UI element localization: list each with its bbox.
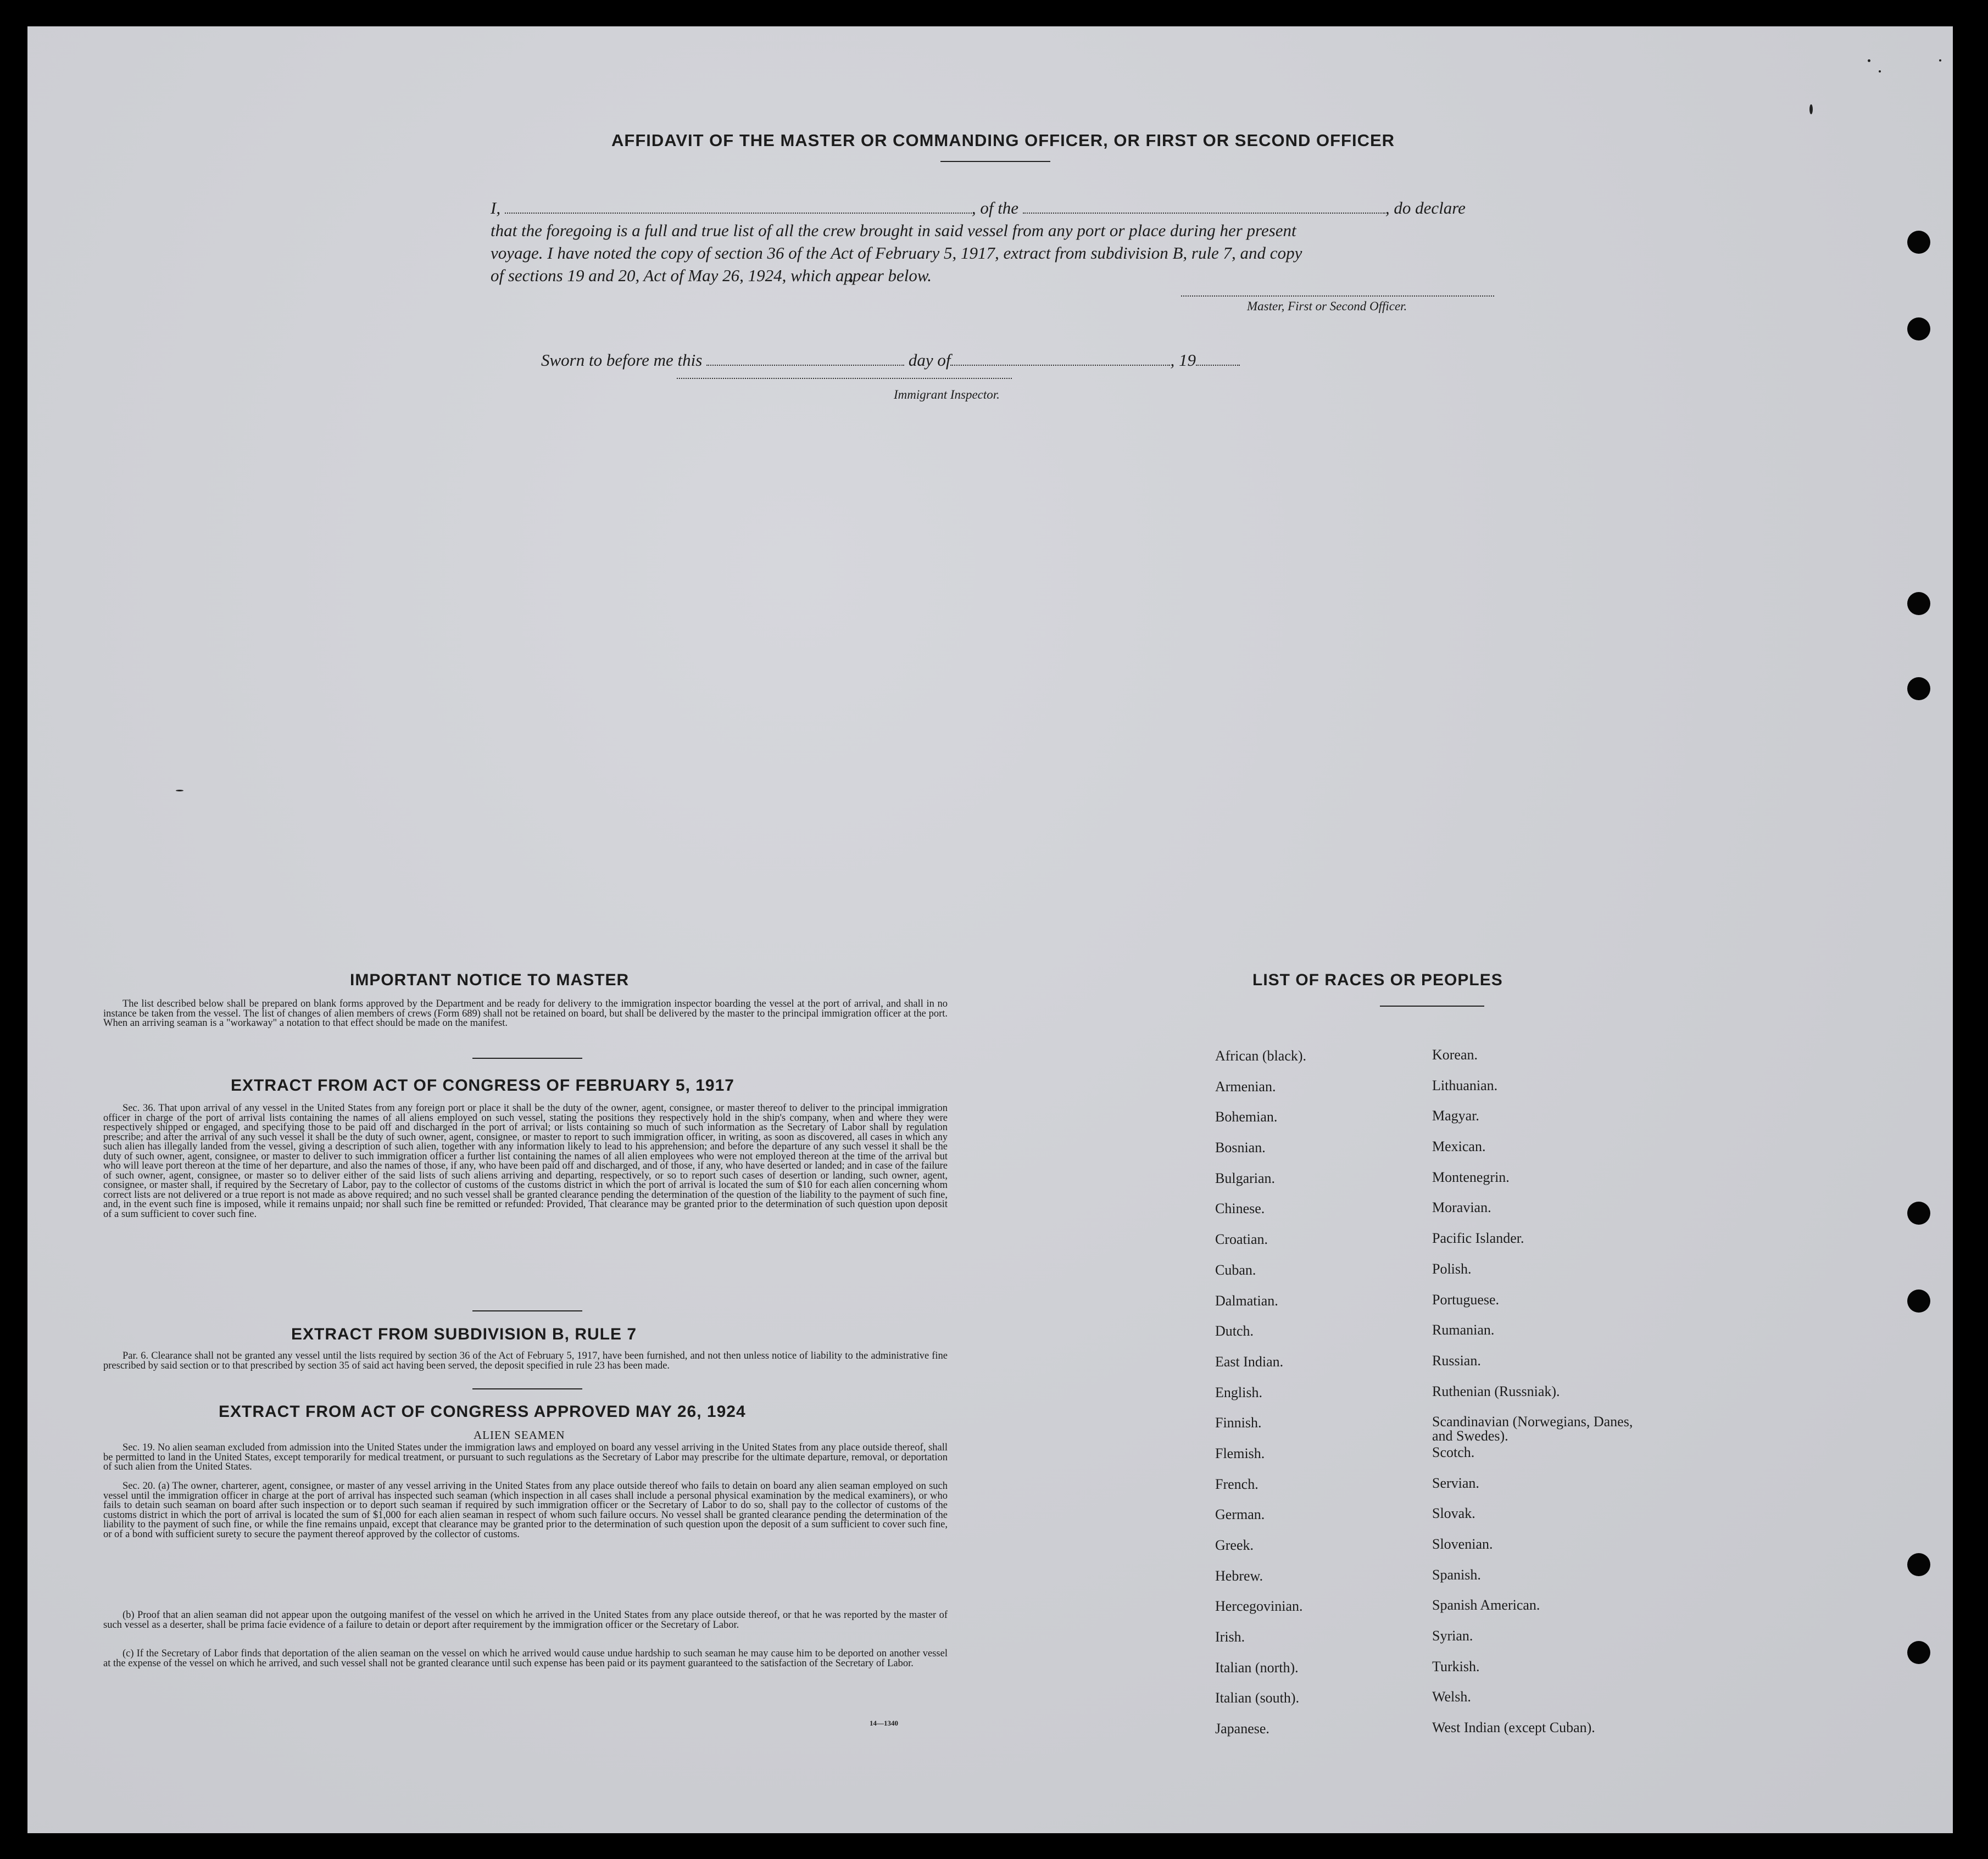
race-row — [1215, 1079, 1644, 1109]
speck — [1879, 70, 1881, 72]
race-name-right: Korean. — [1432, 1047, 1478, 1063]
sworn-day-field[interactable] — [706, 353, 904, 366]
sworn-line — [541, 350, 1240, 370]
race-name-right: Welsh. — [1432, 1689, 1471, 1705]
punch-hole — [1907, 1202, 1930, 1225]
sworn-label: Sworn to before me this — [541, 350, 703, 370]
race-name-right: Lithuanian. — [1432, 1077, 1498, 1093]
day-of-label: day of — [908, 350, 951, 370]
race-name-left: Bosnian. — [1215, 1140, 1266, 1156]
race-row — [1215, 1568, 1644, 1599]
sworn-month-field[interactable] — [950, 353, 1170, 366]
extract-rule7-title: EXTRACT FROM SUBDIVISION B, RULE 7 — [291, 1325, 637, 1343]
affidavit-do-declare: , do declare — [1385, 198, 1466, 217]
inspector-signature-line[interactable] — [677, 378, 1012, 379]
punch-hole — [1907, 677, 1930, 700]
form-number: 14—1340 — [870, 1719, 898, 1727]
section-rule — [472, 1310, 582, 1311]
race-name-right: Russian. — [1432, 1352, 1481, 1369]
extract-1917-text: Sec. 36. That upon arrival of any vessel in the United States from any foreign port or place it shall be the duty of the owner, agent, consignee, or master thereof to deliver to the principal immigration officer in charge of the port of arrival lists containing the names of all aliens employed on such vessel, stating the positions they respectively hold in the ship's company, when and where they were respectively shipped or engaged, and specifying those to be paid off and discharged in the port of arrival; or lists containing so much of such information as the Secretary of Labor shall by regulation prescribe; and after the arrival of any such vessel it shall be the duty of such owner, agent, consignee, or master to report to such immigration officer, in writing, as soon as discovered, all cases in which any such alien has illegally landed from the vessel, giving a description of such alien, together with any information likely to lead to his apprehension; and before the departure of any such vessel it shall be the duty of such owner, agent, consignee, or master to deliver to such immigration officer a further list containing the names of all alien employees who were not employed thereon at the time of the arrival but who will leave port thereon at the time of her departure, and also the names of those, if any, who have been paid off and discharged, and of those, if any, who have deserted or landed; and in case of the failure of such owner, agent, consignee, or master so to deliver either of the said lists of such aliens arriving and departing, respectively, or so to report such cases of desertion or landing, such owner, agent, consignee, or master shall, if required by the Secretary of Labor, pay to the collector of customs of the customs district in which the port of arrival is located the sum of $10 for each alien concerning whom correct lists are not delivered or a true report is not made as above required; and no such vessel shall be granted clearance pending the determination of the question of the liability to the payment of such fine, and, in the event such fine is imposed, while it remains unpaid; nor shall such fine be remitted or refunded: Provided, That clearance may be granted prior to the determination of such question upon deposit of a sum sufficient to cover such fine. — [103, 1103, 948, 1220]
race-name-right: Syrian. — [1432, 1628, 1473, 1644]
race-row — [1215, 1109, 1644, 1140]
race-name-right: Polish. — [1432, 1260, 1472, 1277]
section-rule — [472, 1388, 582, 1389]
race-row — [1215, 1354, 1644, 1385]
race-row — [1215, 1476, 1644, 1507]
race-name-left: Cuban. — [1215, 1261, 1256, 1278]
race-name-right: Slovenian. — [1432, 1536, 1493, 1552]
race-row — [1215, 1721, 1644, 1751]
race-name-left: Bulgarian. — [1215, 1170, 1276, 1186]
races-title-rule — [1380, 1006, 1484, 1007]
punch-hole — [1907, 231, 1930, 254]
race-name-right: Scotch. — [1432, 1444, 1475, 1460]
punch-hole — [1907, 1641, 1930, 1664]
race-name-left: African (black). — [1215, 1048, 1307, 1064]
affidavit-line-1 — [491, 197, 1560, 219]
races-title: LIST OF RACES OR PEOPLES — [1252, 971, 1503, 989]
race-name-left: Japanese. — [1215, 1721, 1269, 1737]
sec20b-text: (b) Proof that an alien seaman did not appear upon the outgoing manifest of the vessel on which he arrived in the United States from any place outside thereof, or that he was reported by the master of such vessel as a deserter, shall be prima facie evidence of a failure to detain or deport after requirement by the immigration officer or the Secretary of Labor. — [103, 1610, 948, 1631]
race-name-left: Flemish. — [1215, 1445, 1265, 1461]
speck — [1868, 59, 1870, 62]
race-row — [1215, 1140, 1644, 1170]
race-row — [1215, 1201, 1644, 1231]
title-rule — [940, 161, 1050, 162]
race-name-left: Chinese. — [1215, 1201, 1265, 1217]
sec20a-text: Sec. 20. (a) The owner, charterer, agent, consignee, or master of any vessel arriving in the United States from any place outside thereof who fails to detain on board any alien seaman employed on such vessel until the immigration officer in charge at the port of arrival has inspected such seaman (which inspection in all cases shall include a personal physical examination by the medical examiners), or who fails to detain such seaman on board after such inspection or to deport such seaman if required by such immigration officer or the Secretary of Labor to do so, shall pay to the collector of customs of the customs district in which the port of arrival is located the sum of $1,000 for each alien seaman in respect of whom such failure occurs. No vessel shall be granted clearance pending the determination of the liability to the payment of such fine, or while the fine remains unpaid, except that clearance may be granted prior to the determination of such question upon the deposit of a sum sufficient to cover such fine, or of a bond with sufficient surety to secure the payment thereof approved by the collector of customs. — [103, 1481, 948, 1540]
race-name-right: Spanish. — [1432, 1566, 1481, 1583]
punch-hole — [1907, 1289, 1930, 1313]
race-row — [1215, 1293, 1644, 1324]
speck — [176, 790, 183, 791]
affidavit-line-2: that the foregoing is a full and true list of all the crew brought in said vessel from any port or place during her present — [491, 221, 1296, 240]
race-row — [1215, 1629, 1644, 1660]
alien-seamen-subtitle: ALIEN SEAMEN — [474, 1428, 565, 1442]
affidavit-line-4: of sections 19 and 20, Act of May 26, 1924, which appear below. — [491, 266, 932, 285]
notice-text: The list described below shall be prepared on blank forms approved by the Department and be ready for delivery to the immigration inspector boarding the vessel at the port of arrival, and shall in no instance be taken from the vessel. The list of changes of alien members of crews (Form 689) shall not be retained on board, but shall be delivered by the master to the principal immigration officer at the port. When an arriving seaman is a "workaway" a notation to that effect should be made on the manifest. — [103, 998, 948, 1029]
race-name-left: French. — [1215, 1476, 1258, 1492]
master-signature-line[interactable] — [1181, 295, 1494, 297]
section-rule — [472, 1058, 582, 1059]
punch-hole — [1907, 317, 1930, 340]
master-signature-caption: Master, First or Second Officer. — [1247, 299, 1407, 313]
extract-1924-title: EXTRACT FROM ACT OF CONGRESS APPROVED MAY 26, 1924 — [219, 1403, 746, 1421]
notice-title: IMPORTANT NOTICE TO MASTER — [350, 971, 630, 989]
race-name-left: Italian (south). — [1215, 1690, 1300, 1706]
race-name-right: Turkish. — [1432, 1658, 1480, 1674]
race-name-right: Mexican. — [1432, 1138, 1486, 1155]
race-name-right: Scandinavian (Norwegians, Danes, and Swedes). — [1432, 1414, 1633, 1444]
affidavit-line-3: voyage. I have noted the copy of section 36 of the Act of February 5, 1917, extract from subdivision B, rule 7, and copy — [491, 243, 1302, 263]
affidavit-i-label: I, — [491, 198, 501, 217]
affidavit-title: AFFIDAVIT OF THE MASTER OR COMMANDING OFFICER, OR FIRST OR SECOND OFFICER — [611, 131, 1395, 150]
race-name-right: Rumanian. — [1432, 1322, 1495, 1338]
inspector-caption: Immigrant Inspector. — [894, 388, 1000, 401]
race-name-left: Dutch. — [1215, 1323, 1254, 1339]
race-name-left: Irish. — [1215, 1629, 1245, 1645]
race-row — [1215, 1445, 1644, 1476]
race-row — [1215, 1231, 1644, 1262]
race-name-left: East Indian. — [1215, 1353, 1284, 1370]
race-name-right: Servian. — [1432, 1475, 1479, 1491]
race-name-left: Bohemian. — [1215, 1109, 1278, 1125]
document-page — [27, 26, 1953, 1833]
race-name-right: Montenegrin. — [1432, 1169, 1510, 1185]
race-name-left: Italian (north). — [1215, 1659, 1299, 1676]
punch-hole — [1907, 592, 1930, 615]
race-name-right: Spanish American. — [1432, 1597, 1540, 1614]
year-label: , 19 — [1170, 350, 1196, 370]
race-row — [1215, 1598, 1644, 1629]
officer-name-field[interactable] — [505, 200, 972, 214]
races-list — [1215, 1048, 1644, 1751]
extract-1917-title: EXTRACT FROM ACT OF CONGRESS OF FEBRUARY 5, 1917 — [231, 1076, 734, 1095]
race-row — [1215, 1170, 1644, 1201]
race-name-right: Portuguese. — [1432, 1291, 1500, 1308]
extract-rule7-text: Par. 6. Clearance shall not be granted any vessel until the lists required by section 36 of the Act of February 5, 1917, have been furnished, and not then unless notice of liability to the administrative fine prescribed by said section or to that prescribed by section 35 of said act having been served, the deposit specified in rule 23 has been made. — [103, 1350, 948, 1371]
race-name-left: Hercegovinian. — [1215, 1598, 1303, 1615]
race-name-left: Armenian. — [1215, 1078, 1276, 1095]
speck — [1939, 59, 1941, 62]
race-row — [1215, 1415, 1644, 1445]
race-name-right: Magyar. — [1432, 1108, 1479, 1124]
race-name-right: West Indian (except Cuban). — [1432, 1720, 1595, 1736]
race-name-left: Finnish. — [1215, 1415, 1262, 1431]
affidavit-text — [491, 197, 1560, 287]
vessel-name-field[interactable] — [1023, 200, 1385, 214]
race-name-right: Moravian. — [1432, 1199, 1491, 1216]
affidavit-of-the-label: , of the — [971, 198, 1019, 217]
race-name-right: Slovak. — [1432, 1505, 1475, 1522]
race-name-left: Croatian. — [1215, 1231, 1268, 1248]
race-row — [1215, 1506, 1644, 1537]
race-name-left: Dalmatian. — [1215, 1292, 1278, 1309]
race-name-left: Hebrew. — [1215, 1567, 1263, 1584]
race-row — [1215, 1660, 1644, 1690]
race-row — [1215, 1537, 1644, 1568]
race-row — [1215, 1323, 1644, 1354]
race-row — [1215, 1048, 1644, 1079]
race-name-right: Pacific Islander. — [1432, 1230, 1524, 1247]
race-row — [1215, 1385, 1644, 1415]
punch-hole — [1907, 1553, 1930, 1576]
race-row — [1215, 1690, 1644, 1721]
sec20c-text: (c) If the Secretary of Labor finds that deportation of the alien seaman on the vessel on which he arrived would cause undue hardship to such seaman he may cause him to be deported on another vessel at the expense of the vessel on which he arrived, and such vessel shall not be granted clearance until such expense has been paid or its payment guaranteed to the satisfaction of the Secretary of Labor. — [103, 1648, 948, 1669]
race-name-left: English. — [1215, 1384, 1262, 1400]
race-name-left: Greek. — [1215, 1537, 1254, 1553]
race-name-left: German. — [1215, 1506, 1265, 1523]
race-name-right: Ruthenian (Russniak). — [1432, 1383, 1560, 1399]
speck — [1809, 104, 1813, 114]
race-row — [1215, 1262, 1644, 1293]
sworn-year-field[interactable] — [1196, 353, 1240, 366]
sec19-text: Sec. 19. No alien seaman excluded from admission into the United States under the immigration laws and employed on board any vessel arriving in the United States from any place outside thereof, shall be permitted to land in the United States, except temporarily for medical treatment, or pursuant to such regulations as the Secretary of Labor may prescribe for the ultimate departure, removal, or deportation of such alien from the United States. — [103, 1442, 948, 1472]
